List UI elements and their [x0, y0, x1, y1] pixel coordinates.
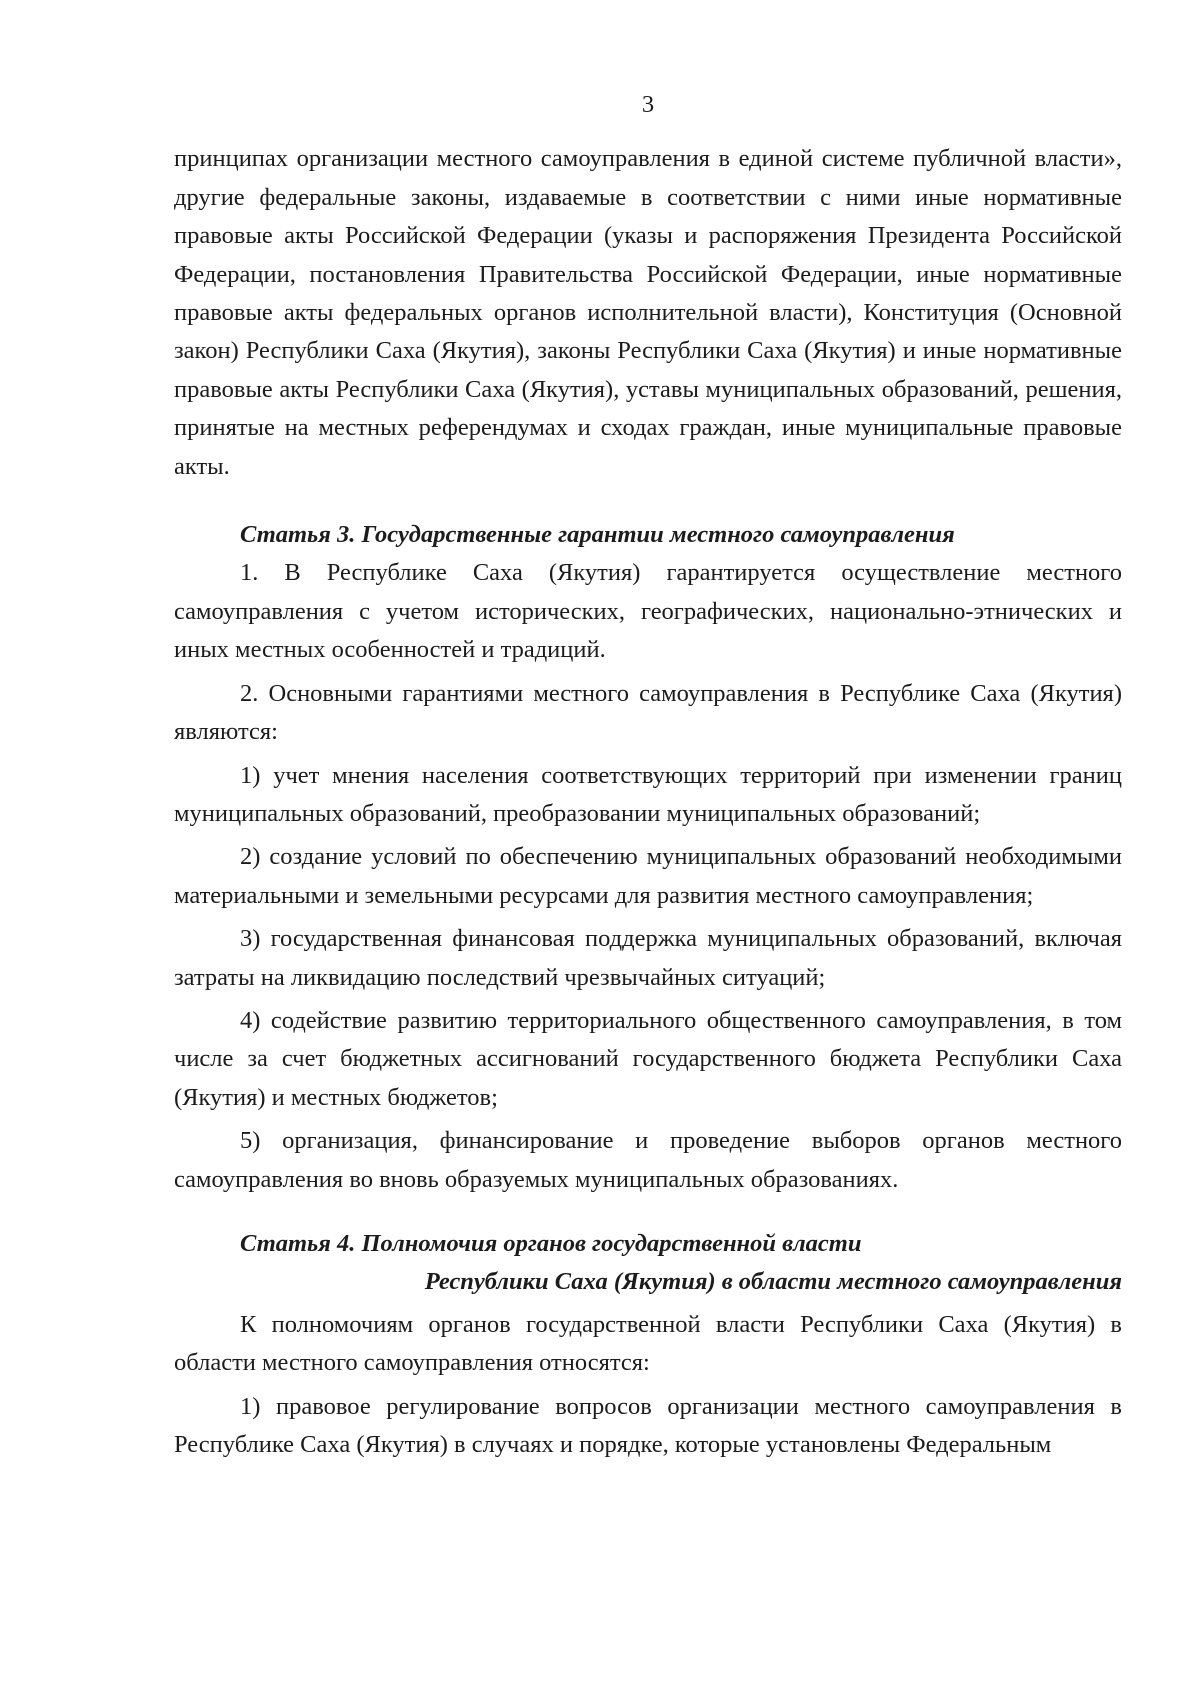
page-number: 3 — [641, 91, 655, 118]
article-4-title-line-1: Статья 4. Полномочия органов государственной власти — [240, 1229, 862, 1257]
article-3-title: Статья 3. Государственные гарантии местного самоуправления — [240, 521, 955, 549]
intro-paragraph: принципах организации местного самоуправления в единой системе публичной власти», другие федеральные законы, издаваемые в соответствии с ними иные нормативные правовые акты Российской Федерации (указы и распоряжения Президента Российской Федерации, постановления Правительства Российской Федерации, иные нормативные правовые акты федеральных органов исполнительной власти), Конституция (Основной закон) Республики Саха (Якутия), законы Республики Саха (Якутия) и иные нормативные правовые акты Республики Саха (Якутия), уставы муниципальных образований, решения, принятые на местных референдумах и сходах граждан, иные муниципальные правовые акты. — [174, 145, 1122, 480]
article-3-item-3: 3) государственная финансовая поддержка муниципальных образований, включая затраты на ликвидацию последствий чрезвычайных ситуаций; — [174, 925, 1122, 991]
article-4-paragraph-1: К полномочиям органов государственной власти Республики Саха (Якутия) в области местного самоуправления относятся: — [174, 1310, 1122, 1377]
article-4-title-line-2: Республики Саха (Якутия) в области местного самоуправления — [424, 1268, 1122, 1296]
article-4-item-1: 1) правовое регулирование вопросов организации местного самоуправления в Республике Саха (Якутия) в случаях и порядке, которые установлены Федеральным — [174, 1392, 1122, 1458]
article-3-paragraph-2: 2. Основными гарантиями местного самоуправления в Республике Саха (Якутия) являются: — [174, 679, 1122, 746]
article-3-item-5: 5) организация, финансирование и проведение выборов органов местного самоуправления во вновь образуемых муниципальных образованиях. — [174, 1127, 1122, 1193]
article-3-item-4: 4) содействие развитию территориального общественного самоуправления, в том числе за счет бюджетных ассигнований государственного бюджета Республики Саха (Якутия) и местных бюджетов; — [174, 1006, 1122, 1111]
article-3-item-1: 1) учет мнения населения соответствующих территорий при изменении границ муниципальных образований, преобразовании муниципальных образований; — [174, 761, 1122, 827]
article-3-item-2: 2) создание условий по обеспечению муниципальных образований необходимыми материальными и земельными ресурсами для развития местного самоуправления; — [174, 843, 1122, 909]
article-3-paragraph-1: 1. В Республике Саха (Якутия) гарантируется осуществление местного самоуправления с учетом исторических, географических, национально-этнических и иных местных особенностей и традиций. — [174, 559, 1122, 664]
